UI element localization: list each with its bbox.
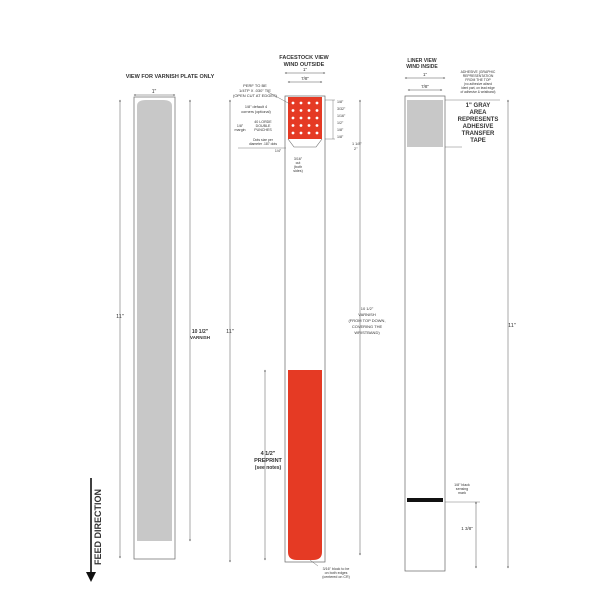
- dim-r-4: 1/2": [337, 121, 344, 125]
- liner-width-outer: 1": [422, 72, 428, 77]
- varnish-view-title: VIEW FOR VARNISH PLATE ONLY: [125, 74, 215, 80]
- fold-note-1: 3/16": [293, 157, 303, 161]
- preprint-area: [288, 370, 322, 560]
- facestock-varnish-2: VARNISH: [358, 312, 376, 317]
- adhesive-note-6: of adhesive & wristband): [460, 90, 496, 94]
- down-arrow-icon: [86, 572, 96, 582]
- perf-note-1: PERF TO BE: [243, 83, 267, 88]
- punch-hole: [316, 124, 319, 127]
- facestock-title-1: FACESTOCK VIEW: [279, 55, 329, 61]
- adhesive-gray-area: [407, 100, 443, 147]
- hole-size-note-2: diameter .187 dots: [248, 142, 278, 146]
- preprint-dim-2: PREPRINT: [254, 458, 282, 464]
- adhesive-note-3: FROM THE TOP: [465, 78, 491, 82]
- bottom-note-2: on both edges: [324, 571, 348, 575]
- margin-note-1: 1/8": [236, 124, 244, 128]
- gray-label-1: 1" GRAY: [465, 103, 491, 109]
- default-note-1: 1/8" default 4: [244, 105, 268, 109]
- liner-title-1: LINER VIEW: [407, 58, 437, 64]
- punch-hole: [300, 102, 303, 105]
- gray-label-6: TAPE: [470, 138, 486, 144]
- side-dim-1: 1 1/8": [352, 142, 362, 146]
- adhesive-note-5: ident part, on lead edge: [461, 86, 495, 90]
- fold-note-4: sides): [293, 169, 303, 173]
- liner-length: 11": [508, 323, 516, 329]
- punch-hole: [308, 102, 311, 105]
- punch-hole: [292, 109, 295, 112]
- gray-label-4: ADHESIVE: [462, 124, 494, 130]
- adhesive-note-2: REPRESENTATION: [462, 74, 494, 78]
- facestock-varnish-3: (FROM TOP DOWN,: [348, 318, 386, 323]
- sensing-note-1: 1/8" black: [454, 483, 470, 487]
- sensing-note-3: mark: [458, 491, 466, 495]
- bottom-note-1: 3/16" block to be: [322, 567, 350, 571]
- preprint-dim-3: (see notes): [254, 465, 282, 471]
- liner-title-2: WIND INSIDE: [406, 64, 438, 70]
- default-note-2: corners (optional): [241, 110, 271, 114]
- small-left-dim: 1/4": [274, 149, 282, 153]
- punch-hole: [300, 117, 303, 120]
- punch-hole: [292, 124, 295, 127]
- adhesive-note-4: (no adhesive at/and: [464, 82, 492, 86]
- dim-r-5: 1/8": [337, 128, 344, 132]
- sensing-note-2: sensing: [455, 487, 469, 491]
- punch-hole: [292, 117, 295, 120]
- varnish-view: [116, 74, 214, 559]
- punch-hole: [316, 109, 319, 112]
- margin-note-2: margin: [234, 128, 246, 132]
- varnish-dim-1: 10 1/2": [191, 329, 209, 335]
- punch-hole: [308, 117, 311, 120]
- punch-hole: [316, 117, 319, 120]
- feed-direction: [86, 478, 103, 582]
- facestock-varnish-5: WRISTBAND): [354, 330, 380, 335]
- dim-r-6: 1/8": [337, 135, 344, 139]
- preprint-dim-1: 4 1/2": [260, 451, 276, 457]
- dim-r-2: 3/32": [337, 107, 346, 111]
- punch-hole: [300, 124, 303, 127]
- varnish-area: [137, 100, 172, 541]
- fold-note-2: cut: [295, 161, 301, 165]
- holes-note-1: 40 LORDE: [254, 120, 272, 124]
- facestock-width-inner: 7/8": [301, 76, 309, 81]
- punch-hole: [316, 102, 319, 105]
- varnish-dim-2: VARNISH: [190, 335, 210, 340]
- punch-hole: [316, 132, 319, 135]
- dim-r-3: 1/16": [337, 114, 346, 118]
- sensing-mark: [407, 498, 443, 502]
- holes-note-3: PUNCHES: [254, 128, 272, 132]
- perf-note-2: 1/4TP X .030" TIE: [239, 88, 271, 93]
- punch-hole: [292, 132, 295, 135]
- side-dim-2: 2": [354, 147, 358, 151]
- sensing-dim: 1 3/8": [461, 526, 473, 531]
- punch-hole: [308, 132, 311, 135]
- facestock-length: 11": [226, 329, 234, 335]
- bottom-note-3: (centered on CR): [322, 575, 350, 579]
- varnish-length-label: 11": [116, 314, 124, 320]
- liner-width-inner: 7/8": [421, 84, 429, 89]
- gray-label-5: TRANSFER: [461, 131, 495, 137]
- perf-note-3: (OPEN CUT AT EDGES): [232, 93, 278, 98]
- dim-r-1: 1/8": [337, 100, 344, 104]
- punch-hole: [300, 109, 303, 112]
- facestock-varnish-4: COVERING THE: [351, 324, 383, 329]
- facestock-view: [226, 55, 385, 579]
- holes-note-2: DOUBLE: [255, 124, 271, 128]
- feed-direction-label: FEED DIRECTION: [93, 488, 103, 565]
- punch-hole: [308, 109, 311, 112]
- punch-hole: [308, 124, 311, 127]
- facestock-width-outer: 1": [302, 67, 308, 72]
- facestock-title-2: WIND OUTSIDE: [283, 62, 325, 68]
- gray-label-3: REPRESENTS: [457, 117, 499, 123]
- adhesive-note-1: ADHESIVE (GRAPHIC: [460, 70, 496, 74]
- facestock-varnish-1: 10 1/2": [360, 306, 374, 311]
- fold-note-3: (both: [293, 165, 303, 169]
- gray-label-2: AREA: [469, 110, 487, 116]
- liner-view: [405, 58, 516, 571]
- hole-size-note-1: Dots size per: [253, 138, 273, 142]
- varnish-width-label: 1": [151, 89, 157, 95]
- punch-hole: [300, 132, 303, 135]
- punch-hole: [292, 102, 295, 105]
